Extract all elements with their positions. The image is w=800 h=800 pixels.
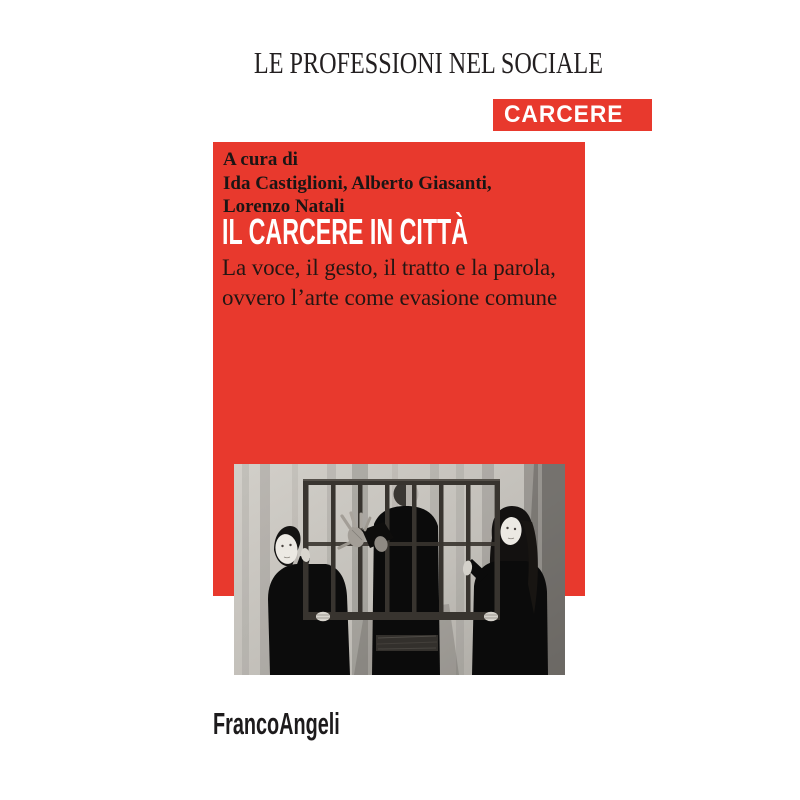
left-mask-eye-left — [281, 545, 283, 547]
book-subtitle-line-2: ovvero l’arte come evasione comune — [222, 284, 558, 310]
curated-by-label: A cura di — [223, 149, 298, 170]
book-subtitle-line-1: La voce, il gesto, il tratto e la parola, — [222, 255, 556, 280]
category-banner — [493, 99, 652, 131]
book-subtitle — [222, 253, 582, 312]
left-mask-eye-right — [289, 544, 291, 546]
cover-photo — [234, 464, 565, 675]
editors-line-2: Lorenzo Natali — [223, 196, 345, 217]
category-banner-label: CARCERE — [504, 101, 624, 128]
right-figure-rail-hand — [484, 612, 498, 622]
author-block — [223, 148, 578, 219]
right-mask-eye-left — [506, 527, 508, 529]
editors-line-1: Ida Castiglioni, Alberto Giasanti, — [223, 172, 492, 194]
publisher-logo: FrancoAngeli — [213, 706, 340, 741]
right-mask-eye-right — [514, 528, 516, 530]
left-figure-rail-hand — [316, 612, 330, 622]
book-title: IL CARCERE IN CITTÀ — [222, 211, 468, 252]
series-title: LE PROFESSIONI NEL SOCIALE — [253, 45, 603, 80]
